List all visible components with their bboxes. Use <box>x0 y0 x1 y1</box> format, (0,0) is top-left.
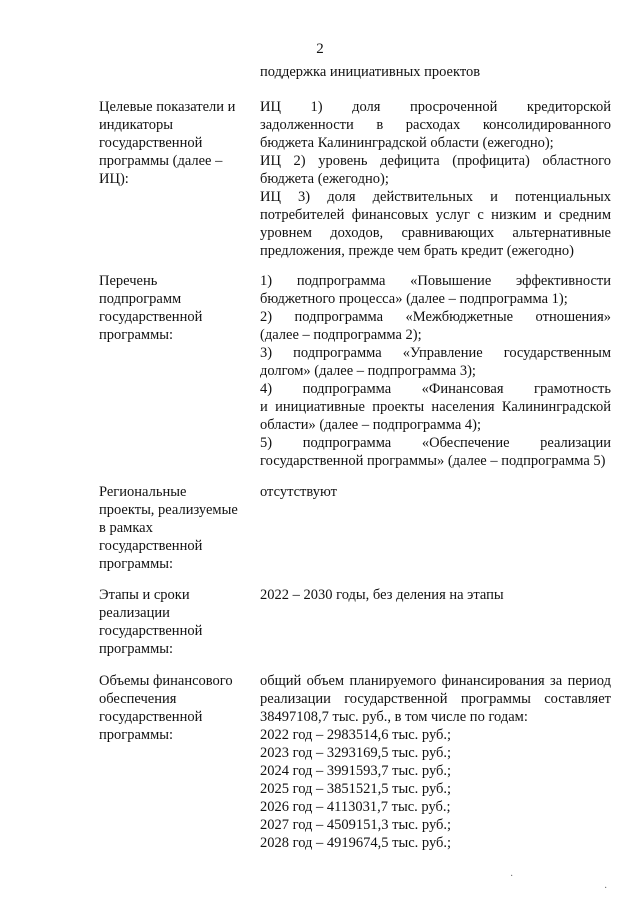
row-label: Объемы финансового обеспечения государственной программы: <box>99 673 233 743</box>
row-value: общий объем планируемого финансирования за период реализации государственной программы составляет 38497108,7 тыс. руб., в том числе по годам: 2022 год – 2983514,6 тыс. руб.; 2023 год – 3293169,5 тыс. руб.; 2024 год – 3991593,7 тыс. руб.; 2025 год – 3851521,5 тыс. руб.; 2026 год – 4113031,7 тыс. руб.; 2027 год – 4509151,3 тыс. руб.; 2028 год – 4919674,5 тыс. руб.; <box>260 673 611 851</box>
row-label: Целевые показатели и индикаторы государственной программы (далее – ИЦ): <box>99 99 236 187</box>
row-label: Этапы и сроки реализации государственной программы: <box>99 587 203 657</box>
row-value: ИЦ 1) доля просроченной кредиторской задолженности в расходах консолидированного бюджета Калининградской области (ежегодно); ИЦ 2) уровень дефицита (профицита) областного бюджета (ежегодно); ИЦ 3) доля действительных и потенциальных потребителей финансовых услуг с низким и средним уровнем доходов, сравнивающих альтернативные предложения, прежде чем брать кредит (ежегодно) <box>260 99 611 259</box>
continued-text: поддержка инициативных проектов <box>260 64 481 80</box>
row-label: Региональные проекты, реализуемые в рамках государственной программы: <box>99 484 238 572</box>
row-value: отсутствуют <box>260 484 337 500</box>
row-label: Перечень подпрограмм государственной программы: <box>99 273 203 343</box>
row-value: 1) подпрограмма «Повышение эффективности бюджетного процесса» (далее – подпрограмма 1); 2) подпрограмма «Межбюджетные отношения» (далее – подпрограмма 2); 3) подпрограмма «Управление государственным долгом» (далее – подпрограмма 3); 4) подпрограмма «Финансовая грамотность и инициативные проекты населения Калининградской области» (далее – подпрограмма 4); 5) подпрограмма «Обеспечение реализации государственной программы» (далее – подпрограмма 5) <box>260 273 611 469</box>
scan-speck: · <box>604 883 608 894</box>
scan-speck: · <box>510 871 514 882</box>
row-value: 2022 – 2030 годы, без деления на этапы <box>260 587 504 603</box>
page-number: 2 <box>316 41 324 57</box>
